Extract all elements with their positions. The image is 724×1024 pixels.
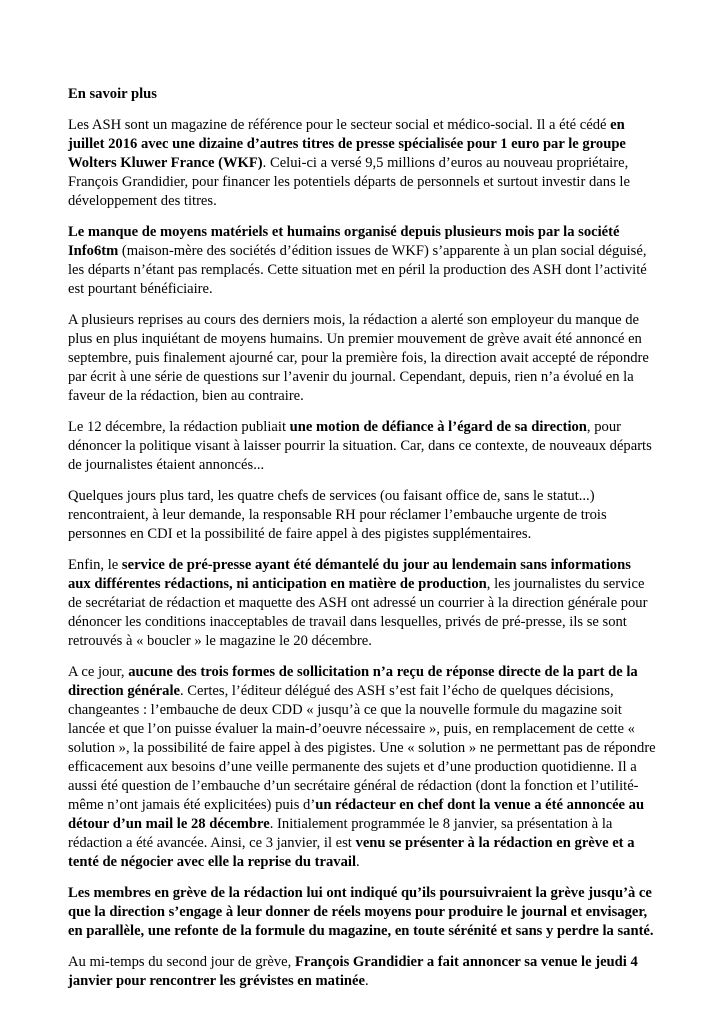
bold-text-run: en juillet 2016 avec une dizaine d’autres titres de presse spécialisée pour 1 euro par le groupe Wolters Kluwer France (WKF): [68, 117, 626, 171]
paragraph: [68, 487, 656, 544]
text-run: A ce jour,: [68, 664, 129, 680]
text-run: . Initialement programmée le 8 janvier, sa présentation à la rédaction a été avancée. Ainsi, ce 3 janvier, il est: [68, 816, 613, 851]
paragraph: [68, 663, 656, 872]
paragraph: [68, 223, 656, 299]
text-run: (maison-mère des sociétés d’édition issues de WKF) s’apparente à un plan social déguisé, les départs n’étant pas remplacés. Cette situation met en péril la production des ASH dont l’activité est pourtant bénéficiaire.: [68, 243, 647, 297]
paragraph: [68, 116, 656, 211]
text-run: Quelques jours plus tard, les quatre chefs de services (ou faisant office de, sans le statut...) rencontraient, à leur demande, la responsable RH pour réclamer l’embauche urgente de trois personnes en CDI et la possibilité de faire appel à des pigistes supplémentaires.: [68, 488, 607, 542]
text-run: . Certes, l’éditeur délégué des ASH s’est fait l’écho de quelques décisions, changeantes : l’embauche de deux CDD « jusqu’à ce que la nouvelle formule du magazine soit lancée et que l’on puisse évaluer la main-d’oeuvre nécessaire », puis, en remplacement de cette « solution », la possibilité de faire appel à des pigistes. Une « solution » ne permettant pas de répondre efficacement aux besoins d’une veille permanente des sujets et d’une production quotidienne. Il a aussi été question de l’embauche d’un secrétaire général de rédaction (dont la fonction et l’utilité-même n’ont jamais été explicitées) puis d’: [68, 683, 656, 813]
text-run: Enfin, le: [68, 557, 122, 573]
bold-text-run: aucune des trois formes de sollicitation n’a reçu de réponse directe de la part de la direction générale: [68, 664, 638, 699]
paragraph-list: [68, 116, 656, 991]
paragraph: [68, 418, 656, 475]
text-run: Le 12 décembre, la rédaction publiait: [68, 419, 290, 435]
bold-text-run: Le manque de moyens matériels et humains organisé depuis plusieurs mois par la société Info6tm: [68, 224, 620, 259]
text-run: .: [356, 854, 360, 870]
paragraph: [68, 884, 656, 941]
text-run: Les ASH sont un magazine de référence pour le secteur social et médico-social. Il a été cédé: [68, 117, 611, 133]
bold-text-run: venu se présenter à la rédaction en grève et a tenté de négocier avec elle la reprise du travail: [68, 835, 635, 870]
paragraph: [68, 953, 656, 991]
text-run: , les journalistes du service de secrétariat de rédaction et maquette des ASH ont adressé un courrier à la direction générale pour dénoncer les conditions inacceptables de travail dans lesquelles, privés de pré-presse, ils se sont retrouvés à « boucler » le magazine le 20 décembre.: [68, 576, 648, 649]
bold-text-run: François Grandidier a fait annoncer sa venue le jeudi 4 janvier pour rencontrer les grévistes en matinée: [68, 954, 638, 989]
bold-text-run: un rédacteur en chef dont la venue a été annoncée au détour d’un mail le 28 décembre: [68, 797, 645, 832]
paragraph: [68, 556, 656, 651]
bold-text-run: une motion de défiance à l’égard de sa direction: [289, 419, 587, 435]
text-run: .: [364, 973, 369, 989]
bold-text-run: Les membres en grève de la rédaction lui ont indiqué qu’ils poursuivraient la grève jusqu’à ce que la direction s’engage à leur donner de réels moyens pour produire le journal et envisager, en parallèle, une refonte de la formule du magazine, en toute sérénité et sans y perdre la santé.: [68, 885, 654, 939]
bold-text-run: service de pré-presse ayant été démantelé du jour au lendemain sans informations aux différentes rédactions, ni anticipation en matière de production: [68, 557, 631, 592]
text-run: , pour dénoncer la politique visant à laisser pourrir la situation. Car, dans ce contexte, de nouveaux départs de journalistes étaient annoncés...: [68, 419, 652, 473]
document-content: [68, 85, 656, 991]
text-run: A plusieurs reprises au cours des derniers mois, la rédaction a alerté son employeur du manque de plus en plus inquiétant de moyens humains. Un premier mouvement de grève avait été annoncé en septembre, puis finalement ajourné car, pour la première fois, la direction avait accepté de répondre par écrit à une série de questions sur l’avenir du journal. Cependant, depuis, rien n’a évolué en la faveur de la rédaction, bien au contraire.: [68, 312, 649, 404]
paragraph: [68, 311, 656, 406]
text-run: Au mi-temps du second jour de grève,: [68, 954, 295, 970]
text-run: . Celui-ci a versé 9,5 millions d’euros au nouveau propriétaire, François Grandidier, pour financer les potentiels départs de personnels et surtout investir dans le développement des titres.: [68, 155, 630, 209]
section-heading: En savoir plus: [68, 86, 157, 102]
